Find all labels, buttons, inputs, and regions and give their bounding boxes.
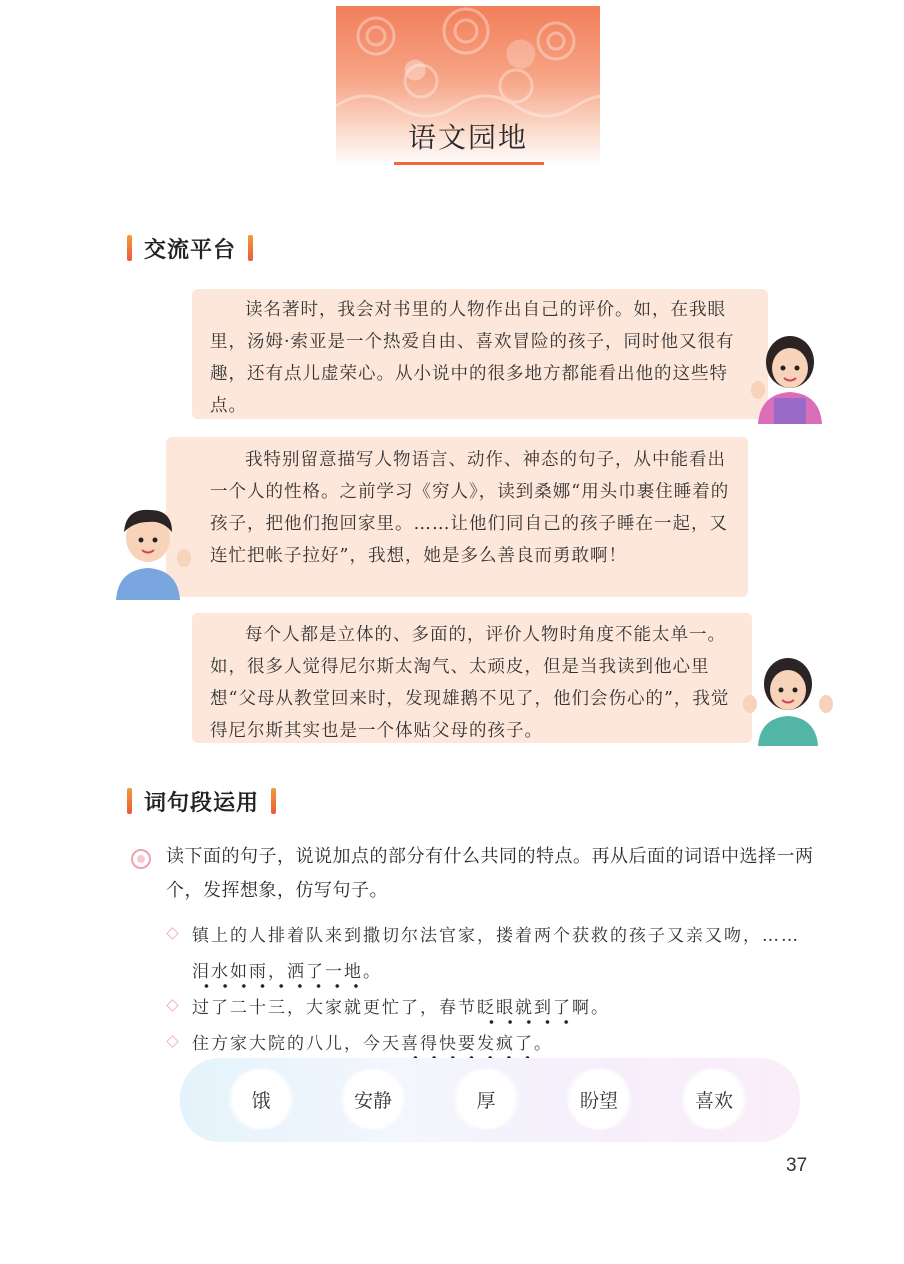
banner-pattern-icon	[336, 6, 600, 126]
exercise-instruction	[130, 840, 820, 908]
heading-bar-left	[127, 788, 132, 814]
speech-text: 每个人都是立体的、多面的，评价人物时角度不能太单一。如，很多人觉得尼尔斯太淘气、太顽皮，但是当我读到他心里想“父母从教堂回来时，发现雄鹅不见了，他们会伤心的”，我觉得尼尔斯其实也是一个体贴父母的孩子。	[210, 625, 730, 741]
word-bubble: 盼望	[564, 1068, 634, 1130]
chapter-title: 语文园地	[407, 121, 528, 154]
instruction-text: 读下面的句子，说说加点的部分有什么共同的特点。再从后面的词语中选择一两个，发挥想象，仿写句子。	[166, 846, 814, 901]
girl-pink-avatar-icon	[744, 320, 836, 424]
sentence-item	[168, 1026, 813, 1062]
section-title: 交流平台	[144, 237, 237, 263]
sentence-text: 住方家大院的八儿，今天	[192, 1034, 401, 1054]
speech-text: 我特别留意描写人物语言、动作、神态的句子，从中能看出一个人的性格。之前学习《穷人》，读到桑娜“用头巾裹住睡着的孩子，把他们抱回家里。……让他们同自己的孩子睡在一起，又连忙把帐子拉好”，我想，她是多么善良而勇敢啊！	[210, 450, 730, 566]
diamond-bullet-icon	[166, 927, 179, 940]
dotted-phrase: 眨眼就到了	[477, 998, 572, 1018]
flower-bullet-icon	[130, 848, 152, 870]
word-bubble: 喜欢	[679, 1068, 749, 1130]
diamond-bullet-icon	[166, 999, 179, 1012]
sentence-end: 啊。	[572, 998, 610, 1018]
dotted-phrase: 喜得快要发疯了	[401, 1034, 534, 1054]
sentence-item	[168, 918, 813, 990]
sentence-text: 镇上的人排着队来到撒切尔法官家，搂着两个获救的孩子又亲又吻，……	[192, 926, 800, 946]
example-sentences	[168, 918, 813, 1062]
sentence-end: 。	[363, 962, 382, 982]
word-bubble: 厚	[451, 1068, 521, 1130]
section-heading-usage	[127, 784, 276, 818]
sentence-text: 过了二十三，大家就更忙了，春节	[192, 998, 477, 1018]
heading-bar-right	[248, 235, 253, 261]
page-number: 37	[786, 1155, 808, 1176]
boy-blue-avatar-icon	[104, 496, 196, 600]
word-bubble: 饿	[226, 1068, 296, 1130]
speech-box-3	[192, 613, 752, 743]
heading-bar-left	[127, 235, 132, 261]
word-bubble: 安静	[338, 1068, 408, 1130]
speech-box-1	[192, 289, 768, 419]
diamond-bullet-icon	[166, 1035, 179, 1048]
chapter-banner	[336, 6, 600, 166]
section-heading-exchange	[127, 231, 253, 265]
sentence-end: 。	[534, 1034, 553, 1054]
section-title: 词句段运用	[144, 790, 260, 816]
title-underline	[394, 162, 544, 165]
speech-box-2	[166, 437, 748, 597]
speech-text: 读名著时，我会对书里的人物作出自己的评价。如，在我眼里，汤姆·索亚是一个热爱自由、喜欢冒险的孩子，同时他又很有趣，还有点儿虚荣心。从小说中的很多地方都能看出他的这些特点。	[210, 300, 735, 416]
dotted-phrase: 泪水如雨，洒了一地	[192, 962, 363, 982]
sentence-item	[168, 990, 813, 1026]
heading-bar-right	[271, 788, 276, 814]
girl-green-avatar-icon	[740, 640, 836, 746]
